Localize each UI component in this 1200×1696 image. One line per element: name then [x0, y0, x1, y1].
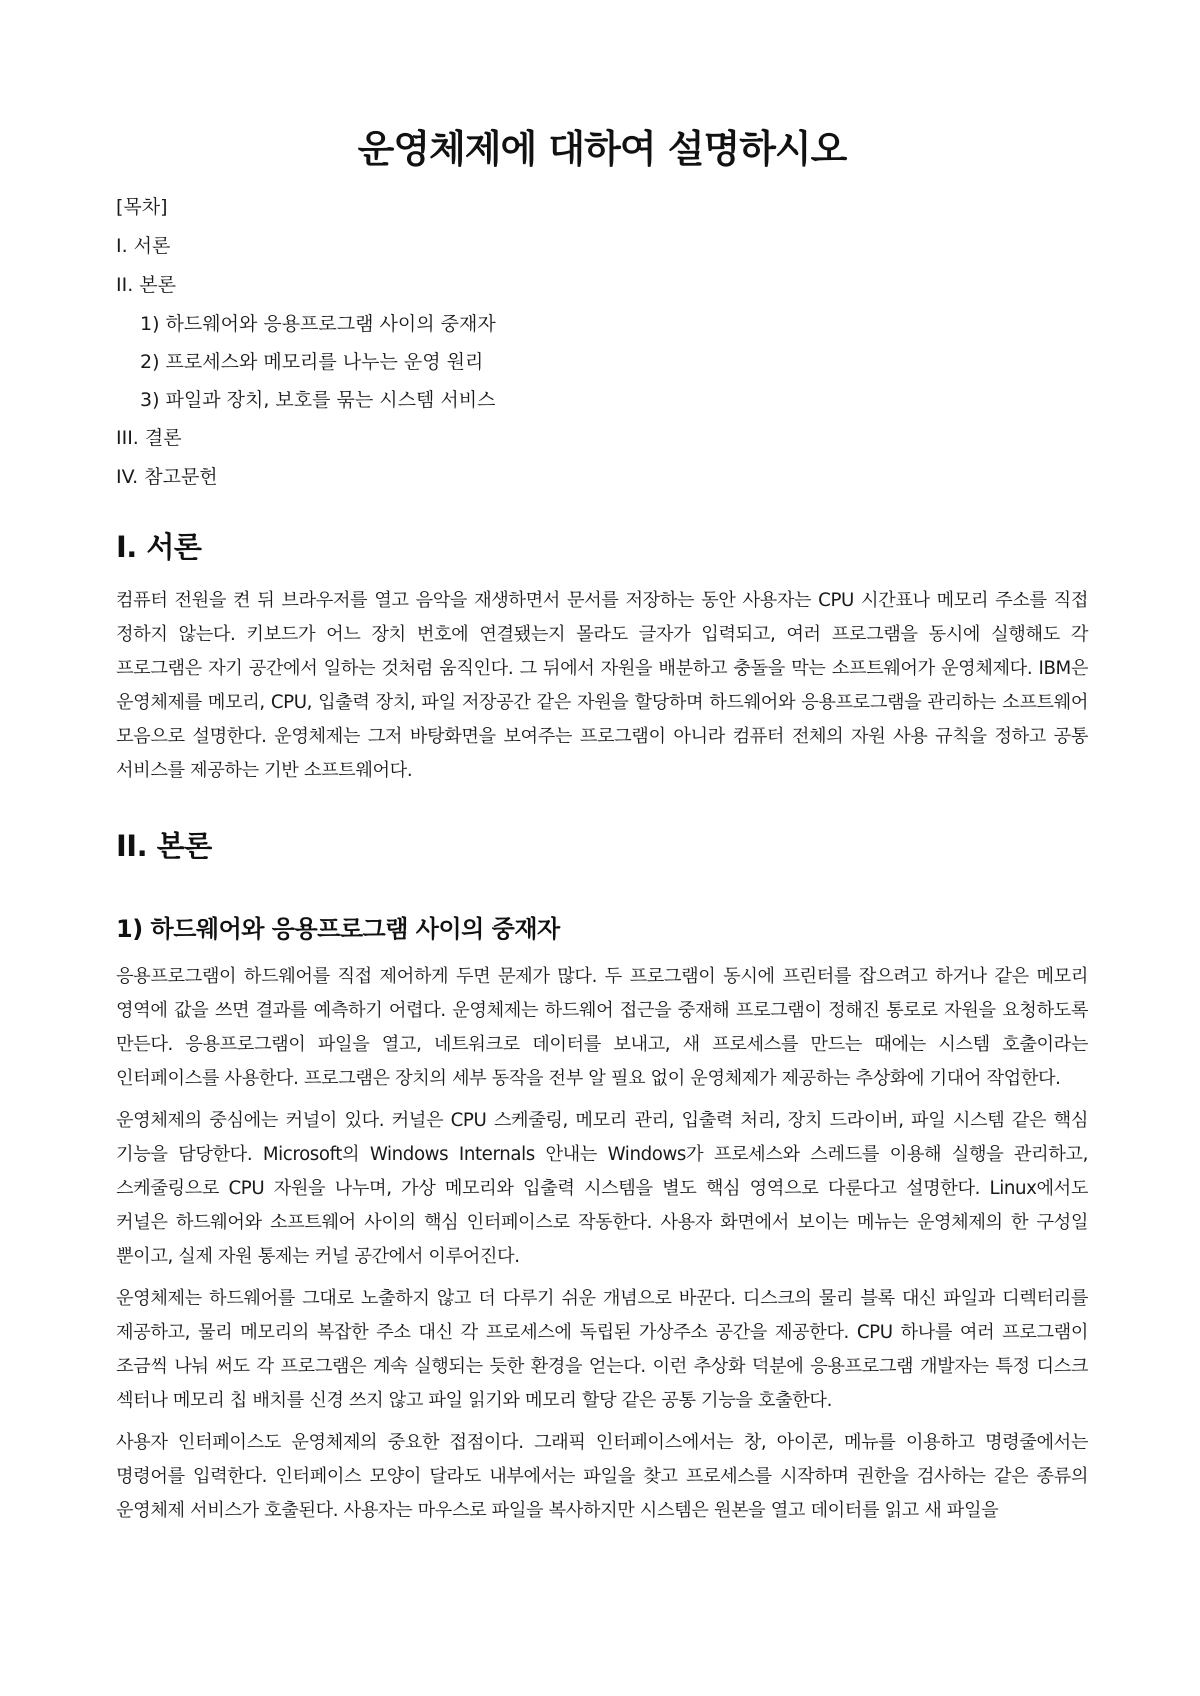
- body-paragraph: 운영체제의 중심에는 커널이 있다. 커널은 CPU 스케줄링, 메모리 관리, 입출력 처리, 장치 드라이버, 파일 시스템 같은 핵심 기능을 담당한다. Microsoft의 Windows Internals 안내는 Windows가 프로세스와 스레드를 이용해 실행을 관리하고, 스케줄링으로 CPU 자원을 나누며, 가상 메모리와 입출력 시스템을 별도 핵심 영역으로 다룬다고 설명한다. Linux에서도 커널은 하드웨어와 소프트웨어 사이의 핵심 인터페이스로 작동한다. 사용자 화면에서 보이는 메뉴는 운영체제의 한 구성일 뿐이고, 실제 자원 통제는 커널 공간에서 이루어진다.: [116, 1110, 1088, 1267]
- document-title: 운영체제에 대하여 설명하시오: [357, 127, 847, 171]
- toc-item-body-1: 1) 하드웨어와 응용프로그램 사이의 중재자: [140, 313, 496, 335]
- body-paragraph: 사용자 인터페이스도 운영체제의 중요한 접점이다. 그래픽 인터페이스에서는 창, 아이콘, 메뉴를 이용하고 명령줄에서는 명령어를 입력한다. 인터페이스 모양이 달라도 내부에서는 파일을 찾고 프로세스를 시작하며 권한을 검사하는 같은 종류의 운영체제 서비스가 호출된다. 사용자는 마우스로 파일을 복사하지만 시스템은 원본을 열고 데이터를 읽고 새 파일을: [116, 1432, 1088, 1521]
- body-paragraph: 운영체제는 하드웨어를 그대로 노출하지 않고 더 다루기 쉬운 개념으로 바꾼다. 디스크의 물리 블록 대신 파일과 디렉터리를 제공하고, 물리 메모리의 복잡한 주소 대신 각 프로세스에 독립된 가상주소 공간을 제공한다. CPU 하나를 여러 프로그램이 조금씩 나눠 써도 각 프로그램은 계속 실행되는 듯한 환경을 얻는다. 이런 추상화 덕분에 응용프로그램 개발자는 특정 디스크 섹터나 메모리 칩 배치를 신경 쓰지 않고 파일 읽기와 메모리 할당 같은 공통 기능을 호출한다.: [116, 1288, 1088, 1411]
- table-of-contents: [116, 195, 1088, 489]
- toc-item-body-2: 2) 프로세스와 메모리를 나누는 운영 원리: [140, 351, 484, 373]
- toc-item-intro: I. 서론: [116, 235, 171, 257]
- body-paragraph: 응용프로그램이 하드웨어를 직접 제어하게 두면 문제가 많다. 두 프로그램이 동시에 프린터를 잡으려고 하거나 같은 메모리 영역에 값을 쓰면 결과를 예측하기 어렵다. 운영체제는 하드웨어 접근을 중재해 프로그램이 정해진 통로로 자원을 요청하도록 만든다. 응용프로그램이 파일을 열고, 네트워크로 데이터를 보내고, 새 프로세스를 만드는 때에는 시스템 호출이라는 인터페이스를 사용한다. 프로그램은 장치의 세부 동작을 전부 알 필요 없이 운영체제가 제공하는 추상화에 기대어 작업한다.: [116, 966, 1088, 1089]
- section-heading-intro: I. 서론: [116, 530, 202, 564]
- section-heading-body: II. 본론: [116, 829, 212, 863]
- intro-paragraph: 컴퓨터 전원을 켠 뒤 브라우저를 열고 음악을 재생하면서 문서를 저장하는 동안 사용자는 CPU 시간표나 메모리 주소를 직접 정하지 않는다. 키보드가 어느 장치 번호에 연결됐는지 몰라도 글자가 입력되고, 여러 프로그램을 동시에 실행해도 각 프로그램은 자기 공간에서 일하는 것처럼 움직인다. 그 뒤에서 자원을 배분하고 충돌을 막는 소프트웨어가 운영체제다. IBM은 운영체제를 메모리, CPU, 입출력 장치, 파일 저장공간 같은 자원을 할당하며 하드웨어와 응용프로그램을 관리하는 소프트웨어 모음으로 설명한다. 운영체제는 그저 바탕화면을 보여주는 프로그램이 아니라 컴퓨터 전체의 자원 사용 규칙을 정하고 공통 서비스를 제공하는 기반 소프트웨어다.: [116, 590, 1088, 781]
- toc-item-conclusion: III. 결론: [116, 427, 182, 449]
- subsection-heading-1: 1) 하드웨어와 응용프로그램 사이의 중재자: [116, 915, 560, 943]
- toc-item-references: IV. 참고문헌: [116, 466, 218, 488]
- toc-item-body-3: 3) 파일과 장치, 보호를 묶는 시스템 서비스: [140, 389, 496, 411]
- toc-item-body: II. 본론: [116, 274, 176, 296]
- toc-heading: [목차]: [116, 196, 168, 218]
